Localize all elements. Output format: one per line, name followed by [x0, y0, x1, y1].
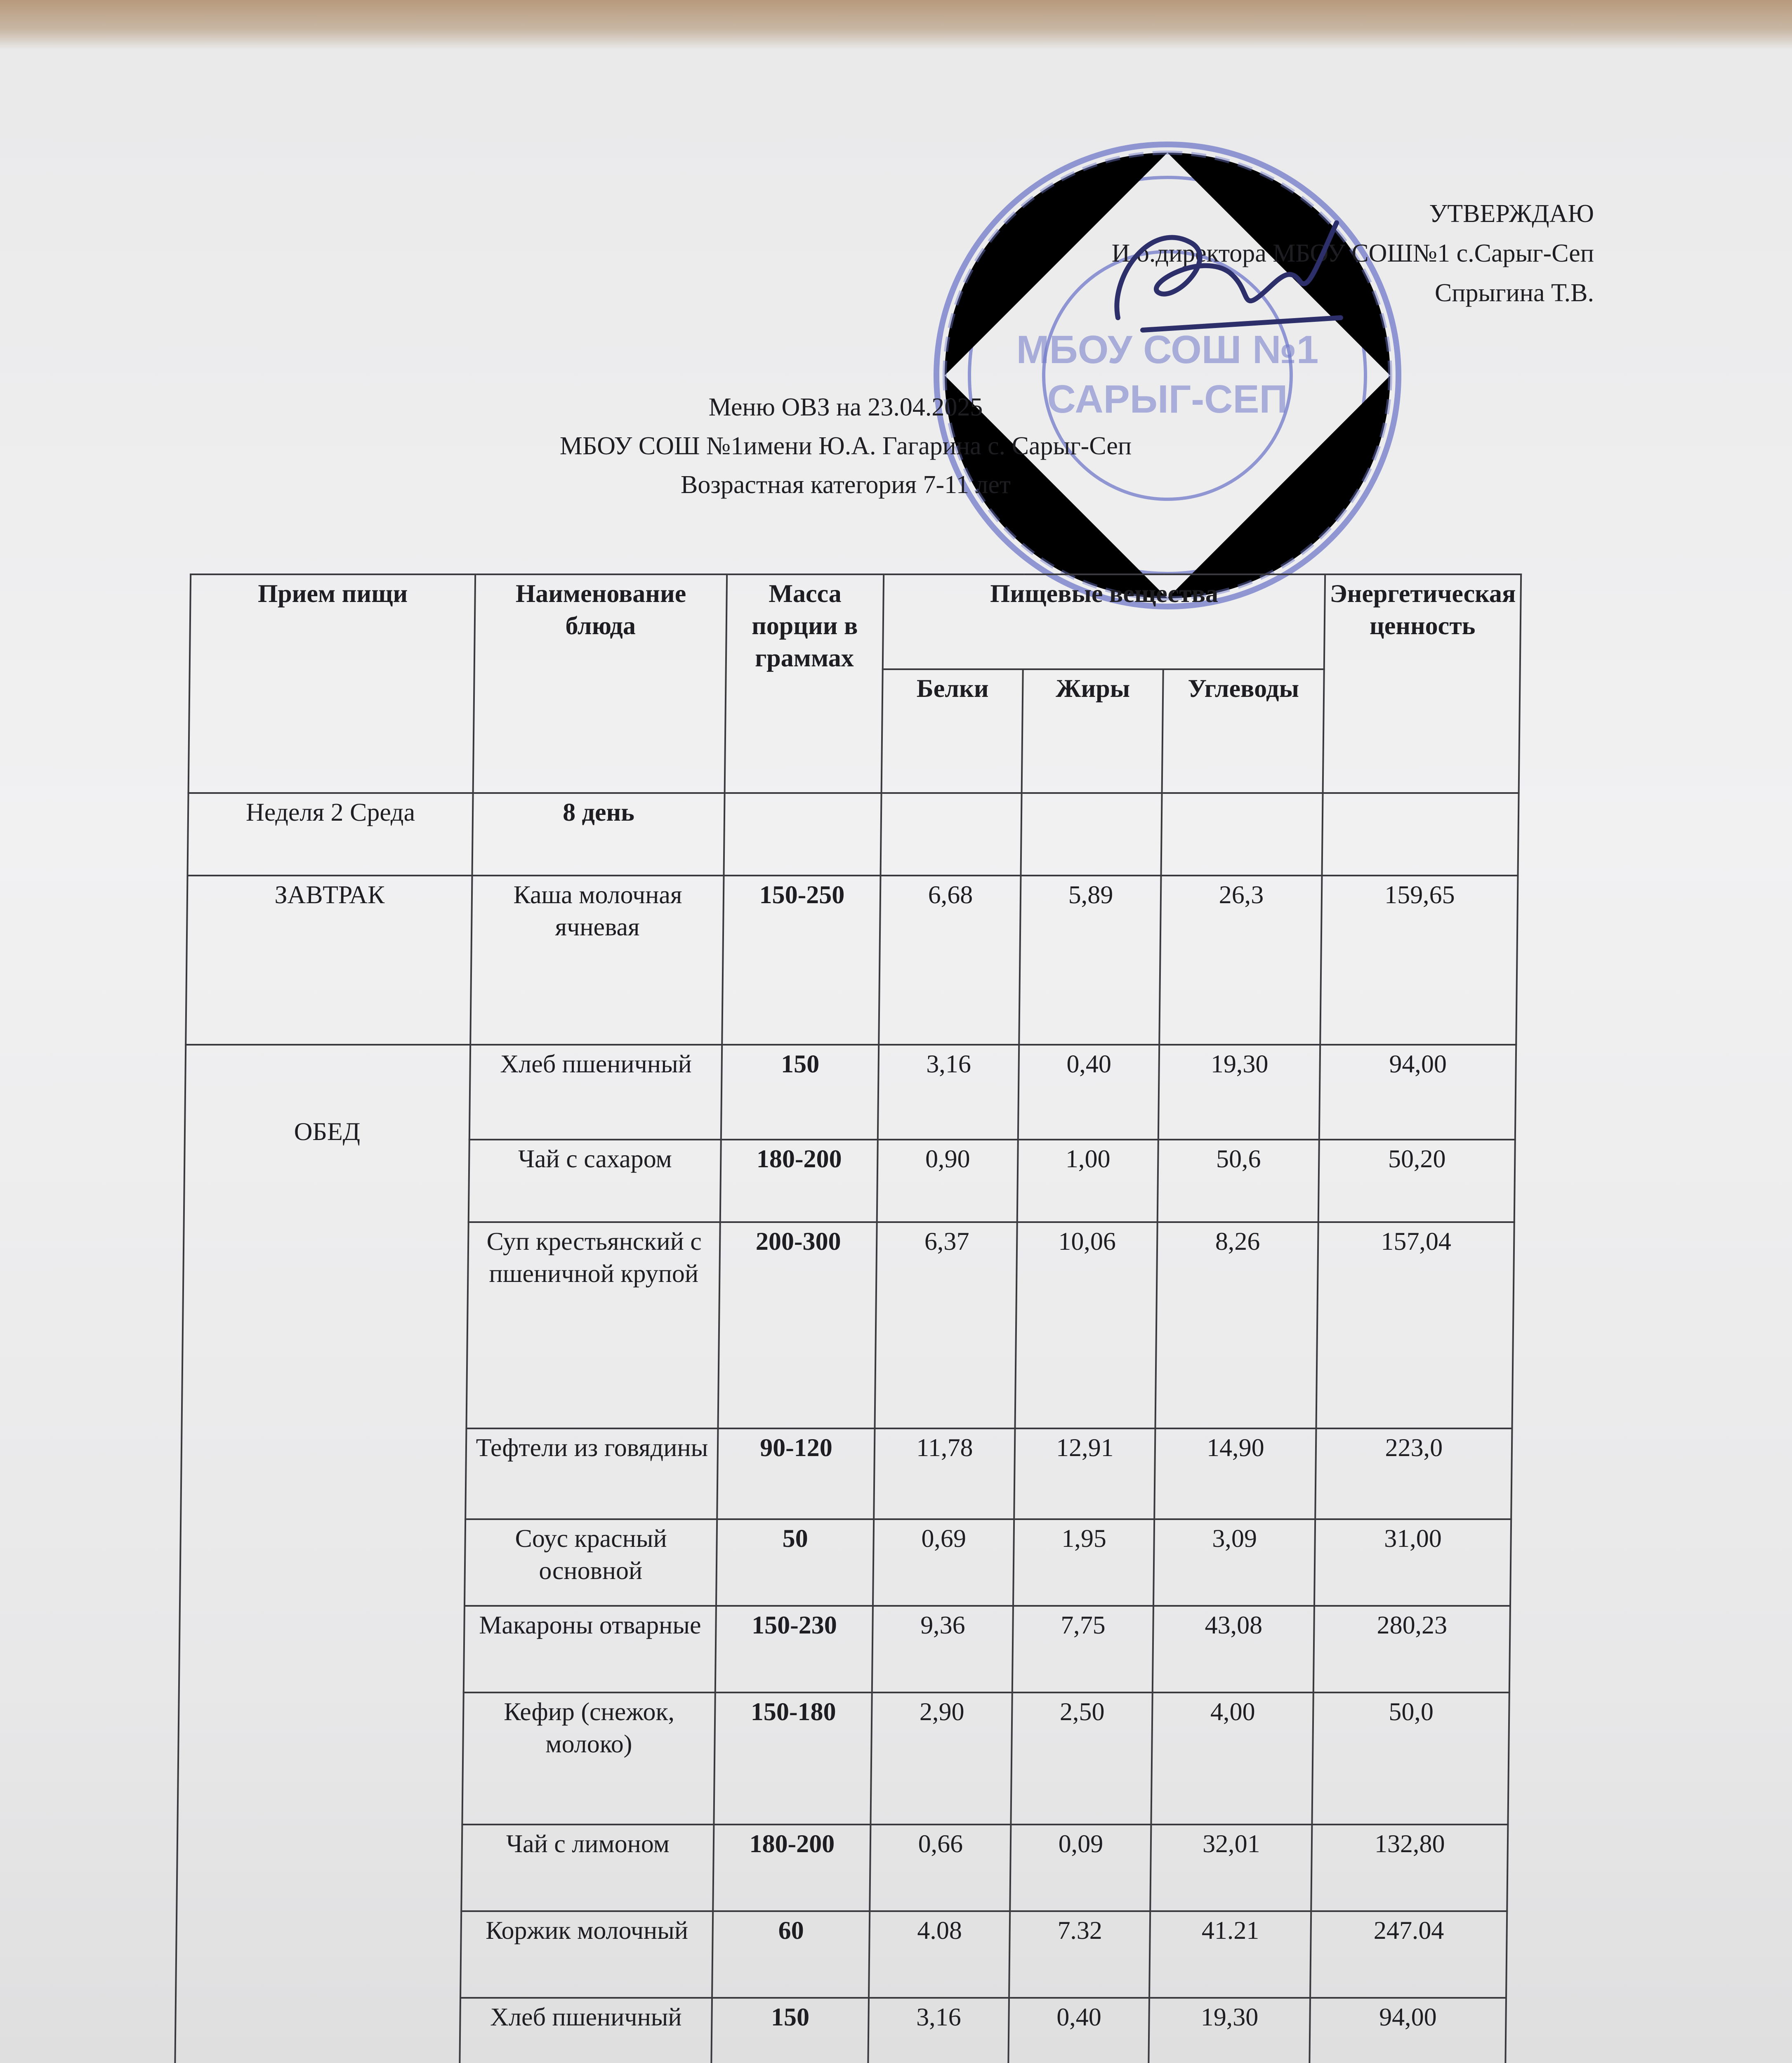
dish-proteins: 0,69	[873, 1519, 1014, 1606]
dish-name: Соус красный основной	[465, 1519, 717, 1606]
dish-name: Чай с лимоном	[461, 1825, 714, 1911]
dish-name: Суп крестьянский с пшеничной крупой	[466, 1222, 720, 1428]
approval-name: Спрыгина Т.В.	[1434, 279, 1594, 307]
approval-position: И.о.директора МБОУ СОШ№1 с.Сарыг-Сеп	[1111, 239, 1594, 267]
dish-fats: 2,50	[1011, 1692, 1152, 1825]
dish-name: Каша молочная ячневая	[470, 876, 724, 1045]
dish-energy: 94,00	[1319, 1045, 1516, 1140]
dish-mass: 180-200	[720, 1140, 878, 1222]
dish-proteins: 9,36	[872, 1606, 1013, 1692]
dish-name: Хлеб пшеничный	[460, 1998, 712, 2063]
dish-mass: 150-230	[715, 1606, 873, 1692]
header-row-1	[190, 574, 1614, 669]
dish-energy: 94,00	[1309, 1998, 1506, 2063]
dish-energy: 50,0	[1312, 1692, 1509, 1825]
dish-energy: 157,04	[1316, 1222, 1514, 1428]
dish-carbs: 3,09	[1153, 1519, 1315, 1606]
dish-fats: 1,00	[1017, 1140, 1158, 1222]
dish-name: Макароны отварные	[464, 1606, 716, 1692]
dish-proteins: 6,68	[879, 876, 1021, 1045]
header-dish: Наименование блюда	[473, 574, 727, 793]
menu-table	[173, 574, 1615, 2063]
background-edge	[0, 0, 1792, 50]
dish-proteins: 0,90	[877, 1140, 1018, 1222]
menu-heading	[371, 388, 1320, 504]
breakfast-label: ЗАВТРАК	[186, 876, 472, 1045]
dish-energy: 132,80	[1311, 1825, 1508, 1911]
dish-carbs: 43,08	[1153, 1606, 1314, 1692]
dish-energy: 247.04	[1310, 1911, 1507, 1998]
dish-proteins: 6,37	[875, 1222, 1017, 1428]
dish-proteins: 0,66	[870, 1825, 1011, 1911]
school-stamp	[899, 107, 1436, 644]
dish-name: Кефир (снежок, молоко)	[462, 1692, 715, 1825]
dish-fats: 12,91	[1014, 1428, 1155, 1519]
heading-line3: Возрастная категория 7-11 лет	[681, 471, 1011, 499]
dish-fats: 0,09	[1010, 1825, 1151, 1911]
dish-fats: 1,95	[1013, 1519, 1154, 1606]
week-row	[188, 793, 1612, 876]
dish-fats: 0,40	[1008, 1998, 1149, 2063]
dish-carbs: 19,30	[1148, 1998, 1310, 2063]
dish-energy: 50,20	[1318, 1140, 1515, 1222]
day-label: 8 день	[472, 793, 725, 876]
dish-energy: 159,65	[1320, 876, 1518, 1045]
dish-energy: 223,0	[1315, 1428, 1512, 1519]
dish-energy: 280,23	[1313, 1606, 1510, 1692]
table-row	[185, 1045, 1609, 1140]
table-row	[186, 876, 1611, 1045]
dish-name: Чай с сахаром	[469, 1140, 721, 1222]
dish-mass: 200-300	[718, 1222, 877, 1428]
header-fats: Жиры	[1022, 669, 1163, 793]
heading-line1: Меню ОВЗ на 23.04.2025	[708, 393, 983, 421]
header-nutrients: Пищевые вещества	[883, 574, 1325, 669]
dish-fats: 0,40	[1018, 1045, 1159, 1140]
dish-proteins: 3,16	[878, 1045, 1019, 1140]
dish-mass: 150-250	[722, 876, 880, 1045]
dish-name: Хлеб пшеничный	[469, 1045, 722, 1140]
header-proteins: Белки	[882, 669, 1023, 793]
dish-carbs: 50,6	[1158, 1140, 1319, 1222]
dish-energy: 31,00	[1314, 1519, 1511, 1606]
heading-line2: МБОУ СОШ №1имени Ю.А. Гагарина с. Сарыг-Сеп	[559, 432, 1132, 460]
stamp-center-line1: МБОУ СОШ №1	[1016, 328, 1319, 372]
dish-carbs: 8,26	[1155, 1222, 1318, 1428]
dish-mass: 150-180	[714, 1692, 872, 1825]
dish-name: Коржик молочный	[460, 1911, 713, 1998]
stamp-center-line2: САРЫГ-СЕП	[1047, 377, 1288, 421]
dish-mass: 150	[721, 1045, 879, 1140]
dish-carbs: 32,01	[1150, 1825, 1312, 1911]
dish-proteins: 4.08	[869, 1911, 1010, 1998]
dish-name: Тефтели из говядины	[465, 1428, 718, 1519]
director-signature	[1093, 194, 1349, 351]
dish-mass: 150	[711, 1998, 869, 2063]
week-label: Неделя 2 Среда	[188, 793, 473, 876]
dish-proteins: 3,16	[868, 1998, 1009, 2063]
dish-carbs: 26,3	[1159, 876, 1322, 1045]
dish-mass: 90-120	[717, 1428, 875, 1519]
dish-fats: 5,89	[1019, 876, 1161, 1045]
header-mass: Масса порции в граммах	[725, 574, 884, 793]
dish-mass: 50	[716, 1519, 874, 1606]
header-meal: Прием пищи	[189, 574, 476, 793]
dish-mass: 60	[712, 1911, 870, 1998]
dish-carbs: 41.21	[1149, 1911, 1311, 1998]
dish-fats: 7.32	[1009, 1911, 1150, 1998]
dish-proteins: 11,78	[874, 1428, 1015, 1519]
lunch-label: ОБЕД	[174, 1045, 470, 2063]
dish-carbs: 19,30	[1158, 1045, 1320, 1140]
dish-carbs: 14,90	[1154, 1428, 1316, 1519]
dish-mass: 180-200	[713, 1825, 870, 1911]
header-carbs: Углеводы	[1162, 669, 1324, 793]
dish-fats: 10,06	[1015, 1222, 1157, 1428]
dish-carbs: 4,00	[1151, 1692, 1313, 1825]
approval-title: УТВЕРЖДАЮ	[1429, 200, 1594, 228]
dish-proteins: 2,90	[870, 1692, 1012, 1825]
dish-fats: 7,75	[1012, 1606, 1153, 1692]
header-energy: Энергетическая ценность	[1323, 574, 1521, 793]
